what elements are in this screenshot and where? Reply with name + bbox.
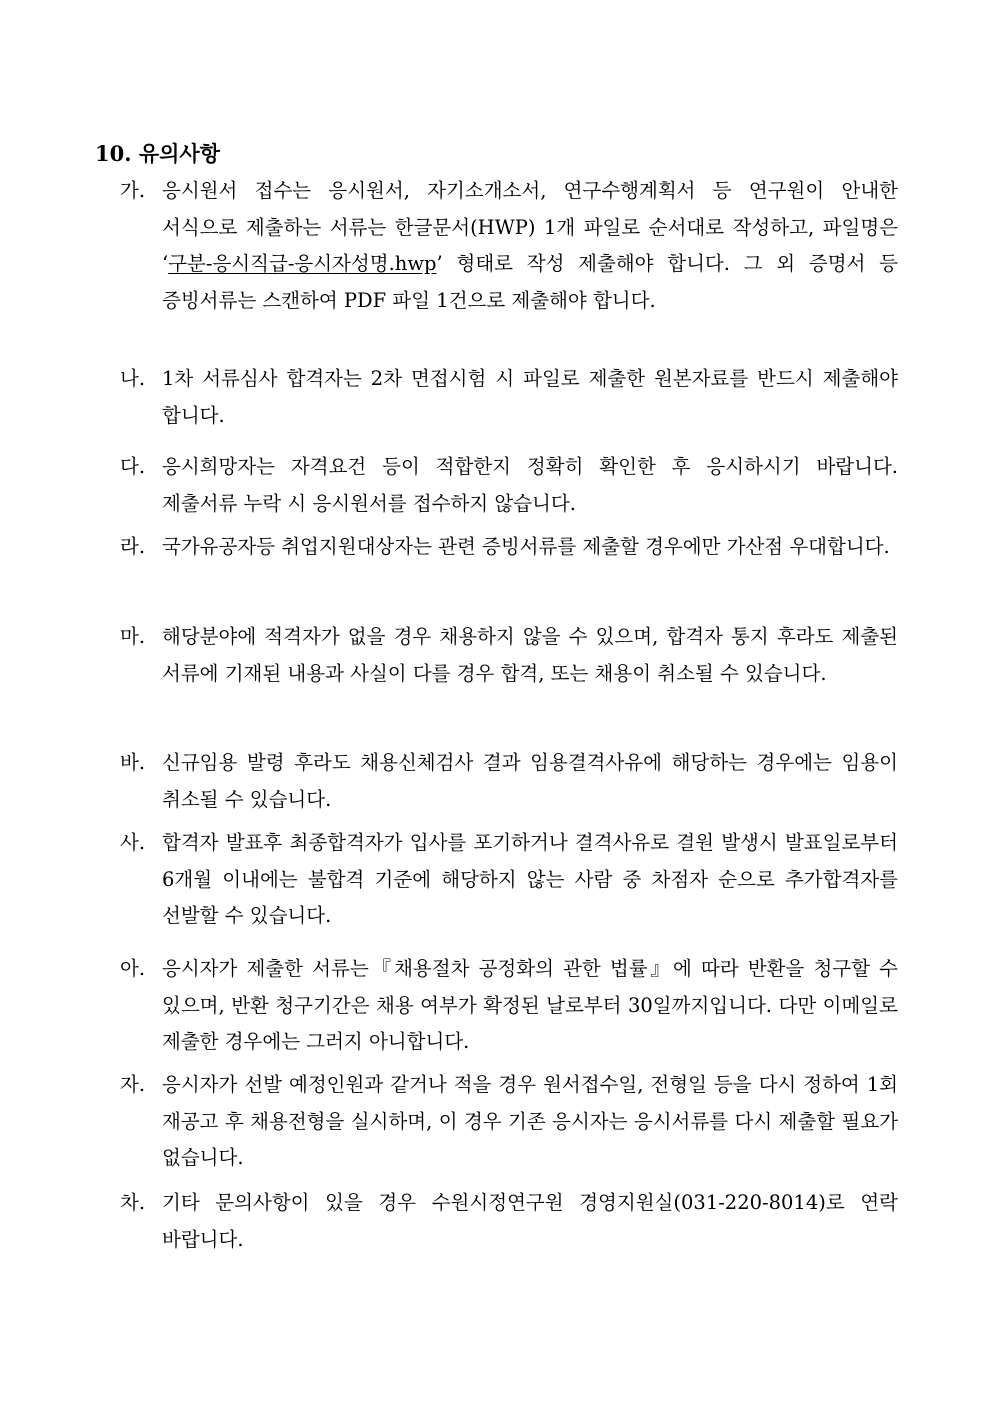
item-marker: 다. <box>120 455 146 478</box>
notice-item-cha <box>120 1185 898 1258</box>
item-text <box>162 173 898 319</box>
item-marker: 바. <box>120 751 146 774</box>
item-text: 신규임용 발령 후라도 채용신체검사 결과 임용결격사유에 해당하는 경우에는 임용이 취소될 수 있습니다. <box>162 751 898 811</box>
item-marker: 가. <box>120 179 146 202</box>
notice-item-ra <box>120 529 898 566</box>
item-text-after: ’ 형태로 작성 제출해야 합니다. 그 외 증명서 등 증빙서류는 스캔하여 PDF 파일 1건으로 제출해야 합니다. <box>162 252 898 312</box>
item-text: 응시자가 선발 예정인원과 같거나 적을 경우 원서접수일, 전형일 등을 다시 정하여 1회 재공고 후 채용전형을 실시하며, 이 경우 기존 응시자는 응시서류를 다시 제출할 필요가 없습니다. <box>162 1073 898 1169</box>
item-marker: 사. <box>120 831 146 854</box>
notice-item-ga <box>120 173 898 319</box>
item-marker: 마. <box>120 625 146 648</box>
item-marker: 자. <box>120 1073 146 1096</box>
item-marker: 라. <box>120 535 146 558</box>
notice-item-sa <box>120 825 898 935</box>
item-text: 해당분야에 적격자가 없을 경우 채용하지 않을 수 있으며, 합격자 통지 후라도 제출된 서류에 기재된 내용과 사실이 다를 경우 합격, 또는 채용이 취소될 수 있습니다. <box>162 625 898 685</box>
item-text: 응시희망자는 자격요건 등이 적합한지 정확히 확인한 후 응시하시기 바랍니다. 제출서류 누락 시 응시원서를 접수하지 않습니다. <box>162 455 898 515</box>
item-marker: 아. <box>120 957 146 980</box>
item-text: 합격자 발표후 최종합격자가 입사를 포기하거나 결격사유로 결원 발생시 발표일로부터 6개월 이내에는 불합격 기준에 해당하지 않는 사람 중 차점자 순으로 추가합격자를 선발할 수 있습니다. <box>162 831 898 927</box>
notice-item-da <box>120 449 898 522</box>
notice-item-ja <box>120 1067 898 1177</box>
filename-format: 구분-응시직급-응시자성명.hwp <box>168 252 437 275</box>
item-marker: 차. <box>120 1191 146 1214</box>
notice-item-a <box>120 951 898 1061</box>
section-title: 10. 유의사항 <box>95 141 220 166</box>
item-marker: 나. <box>120 367 146 390</box>
item-text: 1차 서류심사 합격자는 2차 면접시험 시 파일로 제출한 원본자료를 반드시 제출해야 합니다. <box>162 367 898 427</box>
notice-item-ba <box>120 745 898 818</box>
item-text: 기타 문의사항이 있을 경우 수원시정연구원 경영지원실(031-220-8014)로 연락 바랍니다. <box>162 1191 898 1251</box>
notice-item-ma <box>120 619 898 692</box>
notice-item-na <box>120 361 898 434</box>
item-text: 국가유공자등 취업지원대상자는 관련 증빙서류를 제출할 경우에만 가산점 우대합니다. <box>162 535 890 558</box>
item-text-before: 응시원서 접수는 응시원서, 자기소개소서, 연구수행계획서 등 연구원이 안내한 서식으로 제출하는 서류는 한글문서(HWP) 1개 파일로 순서대로 작성하고, 파일명은 ‘ <box>162 179 898 275</box>
item-text: 응시자가 제출한 서류는『채용절차 공정화의 관한 법률』에 따라 반환을 청구할 수 있으며, 반환 청구기간은 채용 여부가 확정된 날로부터 30일까지입니다. 다만 이메일로 제출한 경우에는 그러지 아니합니다. <box>162 957 898 1053</box>
